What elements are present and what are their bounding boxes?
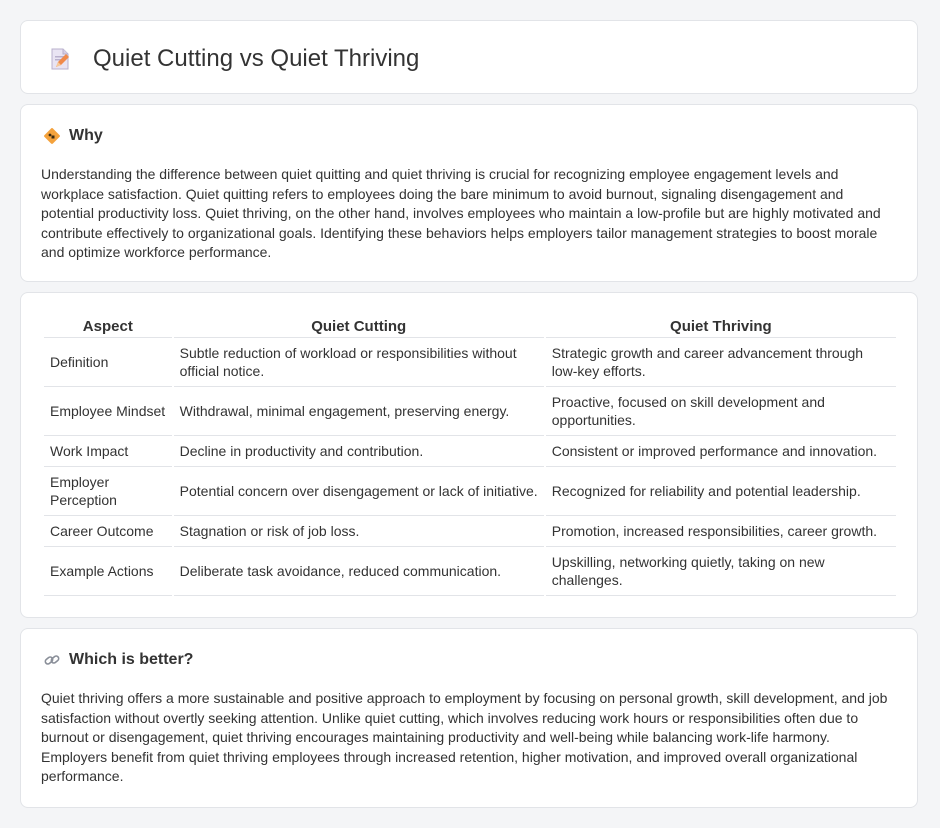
page-title: Quiet Cutting vs Quiet Thriving — [93, 45, 420, 72]
table-row — [44, 338, 896, 387]
table-header-row — [44, 315, 896, 338]
table-cell: Work Impact — [44, 436, 172, 467]
table-cell: Career Outcome — [44, 516, 172, 547]
better-title: Which is better? — [69, 651, 194, 668]
title-row — [47, 45, 419, 73]
table-row — [44, 467, 896, 516]
column-header-quiet-cutting: Quiet Cutting — [174, 315, 544, 338]
table-cell: Subtle reduction of workload or responsibilities without official notice. — [174, 338, 544, 387]
which-is-better-card — [20, 628, 918, 808]
table-cell: Decline in productivity and contribution. — [174, 436, 544, 467]
table-cell: Employee Mindset — [44, 387, 172, 436]
document-pen-icon — [47, 46, 73, 72]
better-header — [43, 651, 193, 669]
table-cell: Strategic growth and career advancement through low-key efforts. — [546, 338, 896, 387]
table-cell: Potential concern over disengagement or lack of initiative. — [174, 467, 544, 516]
table-cell: Consistent or improved performance and innovation. — [546, 436, 896, 467]
table-cell: Deliberate task avoidance, reduced communication. — [174, 547, 544, 596]
table-row — [44, 387, 896, 436]
table-cell: Stagnation or risk of job loss. — [174, 516, 544, 547]
table-row — [44, 547, 896, 596]
column-header-quiet-thriving: Quiet Thriving — [546, 315, 896, 338]
why-card — [20, 104, 918, 282]
table-cell: Proactive, focused on skill development and opportunities. — [546, 387, 896, 436]
comparison-table — [42, 315, 898, 596]
table-row — [44, 436, 896, 467]
table-cell: Recognized for reliability and potential leadership. — [546, 467, 896, 516]
column-header-aspect: Aspect — [44, 315, 172, 338]
table-cell: Promotion, increased responsibilities, career growth. — [546, 516, 896, 547]
table-row — [44, 516, 896, 547]
header-card — [20, 20, 918, 94]
table-cell: Upskilling, networking quietly, taking on new challenges. — [546, 547, 896, 596]
table-cell: Employer Perception — [44, 467, 172, 516]
better-body: Quiet thriving offers a more sustainable and positive approach to employment by focusing on personal growth, skill development, and job satisfaction without overtly seeking attention. Unlike quiet cutting, which involves reducing work hours or responsibilities often due to burnout or disengagement, quiet thriving encourages maintaining productivity and well-being while balancing work-life harmony. Employers benefit from quiet thriving employees through increased retention, higher motivation, and improved overall organizational performance. — [41, 690, 888, 784]
why-header — [43, 127, 103, 145]
warning-sign-icon — [43, 127, 61, 145]
link-icon — [43, 651, 61, 669]
why-body: Understanding the difference between quiet quitting and quiet thriving is crucial for recognizing employee engagement levels and workplace satisfaction. Quiet quitting refers to employees doing the bare minimum to avoid burnout, signaling disengagement and potential productivity loss. Quiet thriving, on the other hand, involves employees who maintain a low-profile but are highly motivated and contribute effectively to organizational goals. Identifying these behaviors helps employers tailor management strategies to boost morale and optimize workforce performance. — [41, 166, 881, 260]
why-title: Why — [69, 127, 103, 144]
table-cell: Example Actions — [44, 547, 172, 596]
comparison-card — [20, 292, 918, 618]
table-cell: Definition — [44, 338, 172, 387]
table-cell: Withdrawal, minimal engagement, preserving energy. — [174, 387, 544, 436]
